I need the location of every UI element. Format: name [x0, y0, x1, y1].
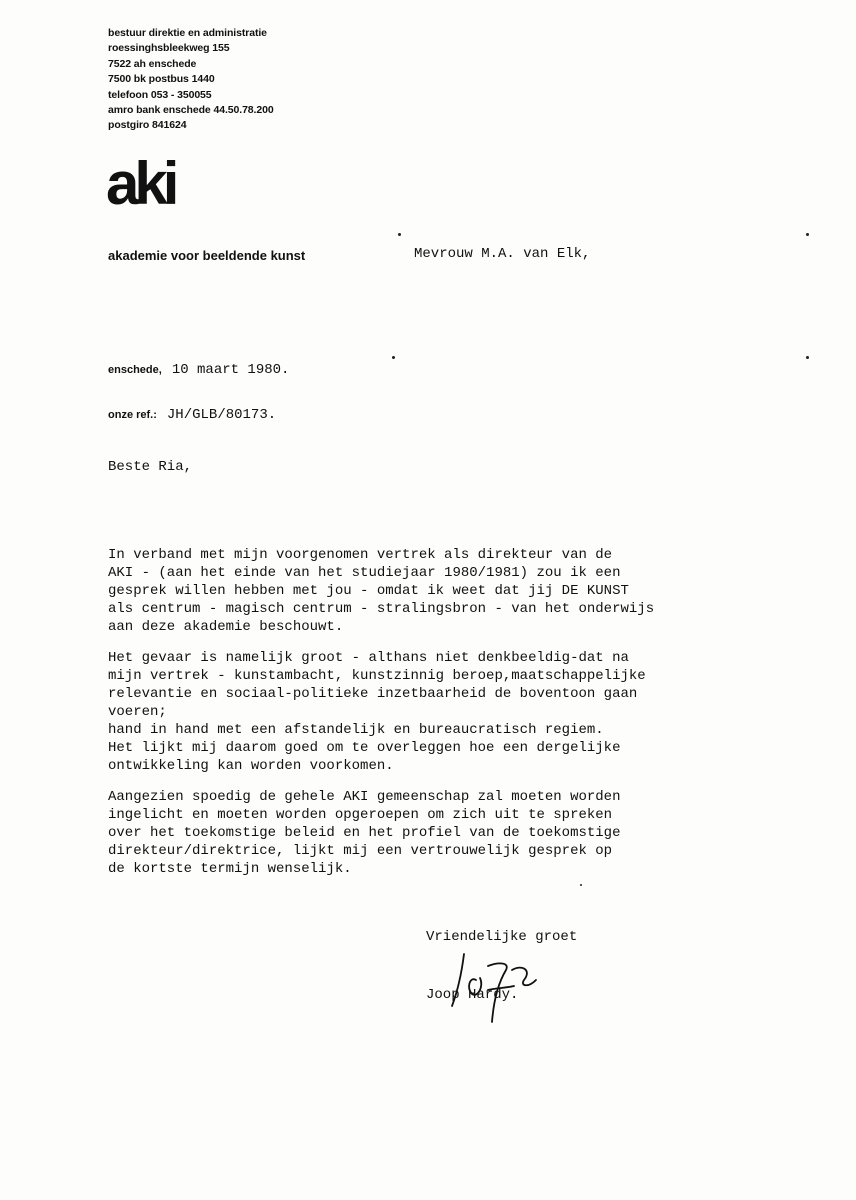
- body-line: mijn vertrek - kunstambacht, kunstzinnig beroep,maatschappelijke: [108, 668, 646, 684]
- body-line: In verband met mijn voorgenomen vertrek als direkteur van de: [108, 547, 613, 563]
- reference-value: JH/GLB/80173.: [166, 407, 277, 423]
- address-line: roessinghsbleekweg 155: [108, 42, 230, 55]
- body-line: als centrum - magisch centrum - stralingsbron - van het onderwijs: [108, 601, 655, 617]
- address-line: 7522 ah enschede: [108, 57, 197, 70]
- letterhead-tagline: akademie voor beeldende kunst: [108, 248, 306, 263]
- paragraph: [108, 649, 728, 775]
- body-line: ontwikkeling kan worden voorkomen.: [108, 758, 394, 774]
- address-line: amro bank enschede 44.50.78.200: [108, 104, 274, 117]
- recipient-name: Mevrouw M.A. van Elk,: [414, 246, 591, 262]
- fold-mark: [806, 356, 809, 359]
- body-line: Het gevaar is namelijk groot - althans niet denkbeeldig-dat na: [108, 650, 629, 666]
- signer-name: Joop Hardy.: [426, 987, 519, 1003]
- address-line: 7500 bk postbus 1440: [108, 73, 215, 86]
- handwritten-signature: [436, 940, 546, 1030]
- letter-body: [108, 546, 728, 891]
- date-line: [108, 360, 289, 378]
- letterhead-address: [108, 26, 274, 134]
- address-line: postgiro 841624: [108, 119, 187, 132]
- fold-mark: [392, 356, 395, 359]
- fold-mark: [806, 233, 809, 236]
- body-line: ingelicht en moeten worden opgeroepen om zich uit te spreken: [108, 807, 613, 823]
- fold-mark: [398, 233, 401, 236]
- date-value: 10 maart 1980.: [171, 362, 290, 378]
- body-line: gesprek willen hebben met jou - omdat ik weet dat jij DE KUNST: [108, 583, 629, 599]
- date-label: enschede,: [108, 364, 162, 376]
- aki-logo: aki: [106, 150, 175, 217]
- reference-label: onze ref.:: [108, 409, 157, 421]
- body-line: hand in hand met een afstandelijk en bureaucratisch regiem.: [108, 722, 604, 738]
- closing-greeting: Vriendelijke groet: [426, 929, 578, 945]
- body-line: AKI - (aan het einde van het studiejaar 1980/1981) zou ik een: [108, 565, 621, 581]
- body-line: over het toekomstige beleid en het profiel van de toekomstige: [108, 825, 621, 841]
- address-line: bestuur direktie en administratie: [108, 27, 267, 39]
- salutation: Beste Ria,: [108, 459, 193, 475]
- body-line: de kortste termijn wenselijk.: [108, 861, 352, 877]
- paragraph: [108, 788, 728, 878]
- body-line: Het lijkt mij daarom goed om te overleggen hoe een dergelijke: [108, 740, 621, 756]
- body-line: relevantie en sociaal-politieke inzetbaarheid de boventoon gaan: [108, 686, 638, 702]
- body-line: direkteur/direktrice, lijkt mij een vertrouwelijk gesprek op: [108, 843, 613, 859]
- paragraph: [108, 546, 728, 636]
- address-line: telefoon 053 - 350055: [108, 88, 212, 101]
- body-line: voeren;: [108, 704, 167, 720]
- body-line: Aangezien spoedig de gehele AKI gemeenschap zal moeten worden: [108, 789, 621, 805]
- reference-line: [108, 405, 276, 423]
- body-line: aan deze akademie beschouwt.: [108, 619, 344, 635]
